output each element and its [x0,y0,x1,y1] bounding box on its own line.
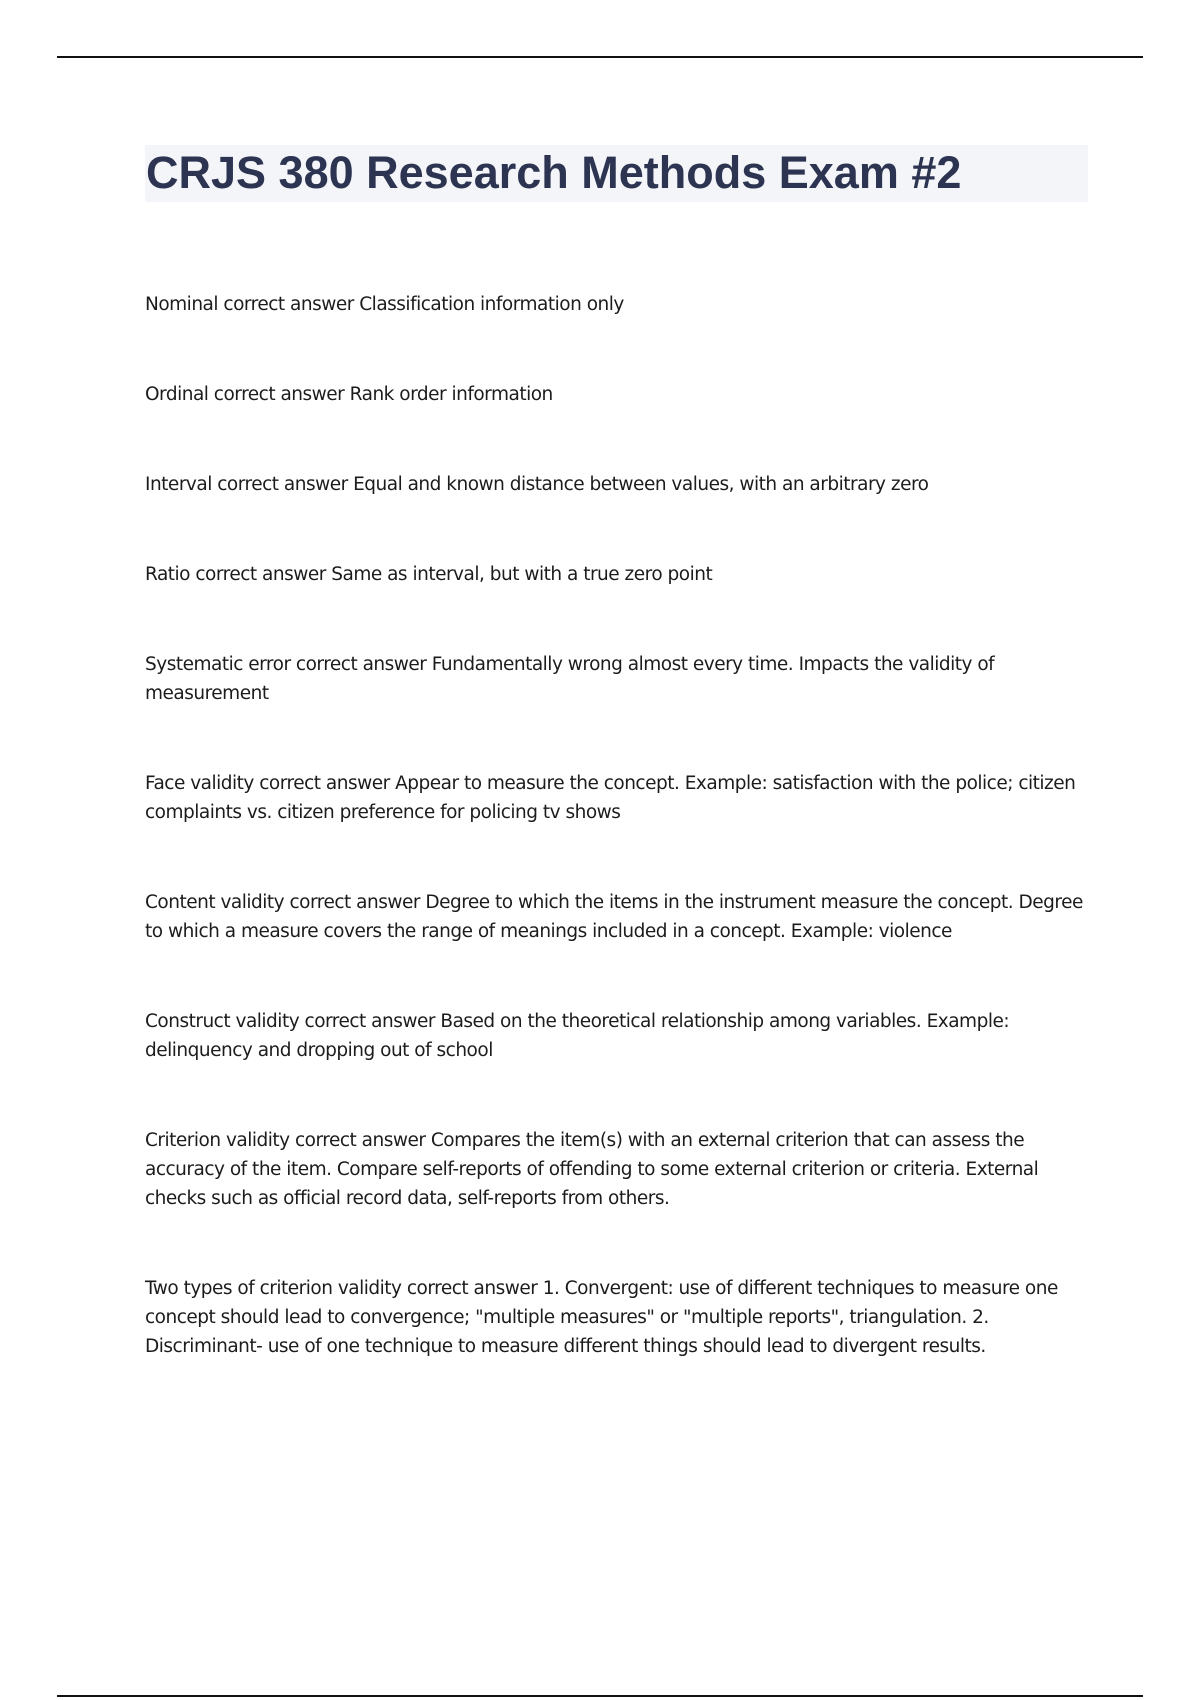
entry-ordinal: Ordinal correct answer Rank order information [145,384,553,405]
entry-interval: Interval correct answer Equal and known distance between values, with an arbitrary zero [145,474,929,495]
bottom-divider [57,1695,1143,1697]
entry-ratio: Ratio correct answer Same as interval, but with a true zero point [145,564,713,585]
entry-criterion-validity: Criterion validity correct answer Compares the item(s) with an external criterion that can assess the accuracy of the item. Compare self-reports of offending to some external criterion or criteria. External checks such as official record data, self-reports from others. [145,1130,1039,1209]
entry-nominal: Nominal correct answer Classification information only [145,294,624,315]
entry-content-validity: Content validity correct answer Degree to which the items in the instrument measure the concept. Degree to which a measure covers the range of meanings included in a concept. Example: violence [145,892,1083,942]
entry-face-validity: Face validity correct answer Appear to measure the concept. Example: satisfaction with the police; citizen complaints vs. citizen preference for policing tv shows [145,773,1076,823]
entry-two-types-criterion-validity: Two types of criterion validity correct answer 1. Convergent: use of different techniques to measure one concept should lead to convergence; "multiple measures" or "multiple reports", triangulation. 2. Discriminant- use of one technique to measure different things should lead to divergent results. [145,1278,1058,1357]
entry-systematic-error: Systematic error correct answer Fundamentally wrong almost every time. Impacts the validity of measurement [145,654,995,704]
flashcard-list [145,290,1090,1422]
entry-construct-validity: Construct validity correct answer Based on the theoretical relationship among variables. Example: delinquency and dropping out of school [145,1011,1010,1061]
top-divider [57,56,1143,58]
document-title: CRJS 380 Research Methods Exam #2 [146,147,962,198]
